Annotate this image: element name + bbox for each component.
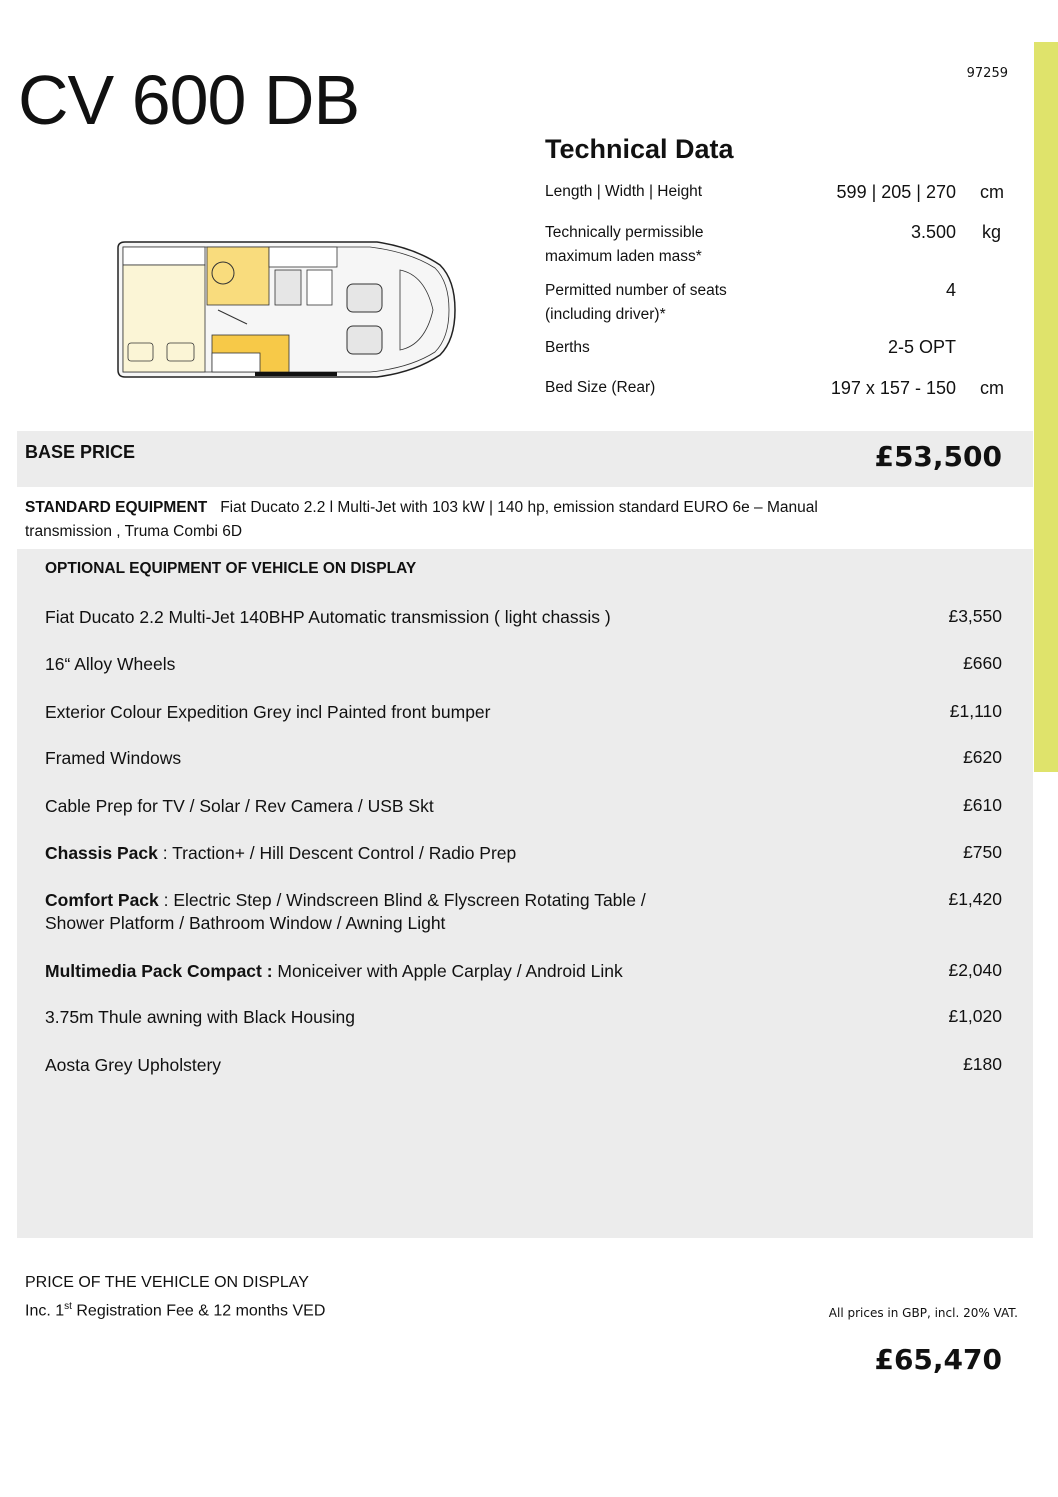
option-text: Cable Prep for TV / Solar / Rev Camera / USB Skt <box>45 796 434 816</box>
option-item <box>45 1006 925 1029</box>
tech-label: Berths <box>545 339 590 356</box>
option-price: £2,040 <box>948 960 1002 980</box>
display-price-label: PRICE OF THE VEHICLE ON DISPLAY <box>25 1274 309 1291</box>
tech-label: Bed Size (Rear) <box>545 379 656 396</box>
option-bold: Comfort Pack <box>45 890 159 910</box>
option-item <box>45 653 925 676</box>
option-bold: Multimedia Pack Compact : <box>45 961 273 981</box>
option-text: Framed Windows <box>45 748 182 768</box>
option-price: £610 <box>963 795 1002 815</box>
option-price: £1,110 <box>949 701 1002 721</box>
option-item <box>45 747 925 770</box>
standard-equipment-label: STANDARD EQUIPMENT <box>25 499 208 516</box>
tech-unit: kg <box>982 222 1002 242</box>
vat-note: All prices in GBP, incl. 20% VAT. <box>828 1306 1018 1320</box>
option-item <box>45 795 925 818</box>
option-text: Fiat Ducato 2.2 Multi-Jet 140BHP Automatic transmission ( light chassis ) <box>45 607 611 627</box>
option-price: £180 <box>963 1054 1002 1074</box>
total-price: £65,470 <box>874 1343 1002 1376</box>
standard-equipment-text: Fiat Ducato 2.2 l Multi-Jet with 103 kW | 140 hp, emission standard EURO 6e – Manual transmission , Truma Combi 6D <box>25 499 818 540</box>
tech-value: 599 | 205 | 270 <box>836 182 956 202</box>
option-item <box>45 889 665 935</box>
option-text: : Traction+ / Hill Descent Control / Radio Prep <box>157 843 517 863</box>
optional-equipment-heading: OPTIONAL EQUIPMENT OF VEHICLE ON DISPLAY <box>45 560 417 577</box>
option-item <box>45 842 925 865</box>
option-item <box>45 606 925 629</box>
registration-note-post: Registration Fee & 12 months VED <box>71 1302 326 1320</box>
option-text: : Electric Step / Windscreen Blind & Flyscreen Rotating Table / Shower Platform / Bathroom Window / Awning Light <box>45 890 646 933</box>
option-price: £1,420 <box>948 889 1002 909</box>
option-price: £750 <box>963 842 1002 862</box>
option-text: Exterior Colour Expedition Grey incl Painted front bumper <box>45 702 491 722</box>
registration-note-sup: st <box>64 1301 72 1312</box>
tech-value: 4 <box>945 280 956 300</box>
standard-equipment <box>25 496 845 544</box>
floorplan-image <box>115 240 460 380</box>
registration-note-pre: Inc. 1 <box>25 1302 65 1320</box>
model-title: CV 600 DB <box>18 61 360 139</box>
option-price: £620 <box>963 747 1002 767</box>
tech-label: Length | Width | Height <box>545 183 703 200</box>
technical-data-heading: Technical Data <box>545 134 734 164</box>
document-number: 97259 <box>966 66 1008 81</box>
option-price: £3,550 <box>948 606 1002 626</box>
tech-label: Permitted number of seats (including driver)* <box>545 282 727 323</box>
accent-bar <box>1034 42 1058 772</box>
option-text: 3.75m Thule awning with Black Housing <box>45 1007 355 1027</box>
tech-unit: cm <box>980 378 1004 398</box>
tech-value: 197 x 157 - 150 <box>830 378 956 398</box>
option-price: £660 <box>963 653 1002 673</box>
option-bold: Chassis Pack <box>45 843 158 863</box>
base-price-value: £53,500 <box>874 440 1002 473</box>
tech-value: 2-5 OPT <box>887 337 956 357</box>
registration-note <box>25 1301 325 1320</box>
option-item <box>45 960 925 983</box>
tech-unit: cm <box>980 182 1004 202</box>
option-item <box>45 1054 925 1077</box>
option-text: 16“ Alloy Wheels <box>45 654 176 674</box>
base-price-label: BASE PRICE <box>25 442 136 462</box>
option-price: £1,020 <box>948 1006 1002 1026</box>
option-text: Aosta Grey Upholstery <box>45 1055 222 1075</box>
option-text: Moniceiver with Apple Carplay / Android Link <box>272 961 623 981</box>
tech-value: 3.500 <box>910 222 956 242</box>
option-item <box>45 701 925 724</box>
tech-label: Technically permissible maximum laden mass* <box>545 224 704 265</box>
